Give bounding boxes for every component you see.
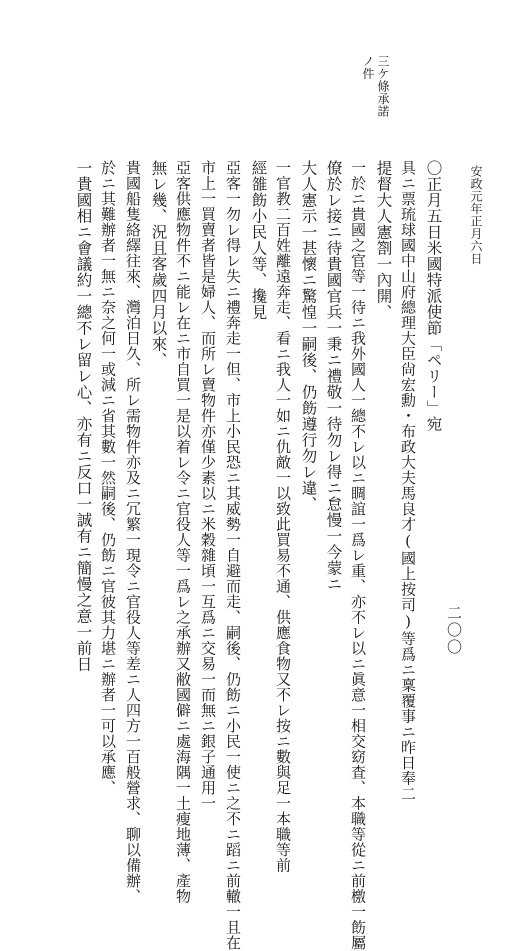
text-column-15: 一貴國相ニ會議約一總不レ留レ心、亦有ニ反口一誠有ニ簡慢之意一前日 (74, 160, 93, 672)
text-column-9: 亞客一勿レ得レ失ニ禮奔走一但、市上小民恐ニ其威勢一自避而走、嗣後、仍飭ニ小民一使ニ之不ニ蹈ニ前轍一且在 (224, 160, 242, 951)
text-column-6: 大人憲示一甚懷ニ驚惶一嗣後、仍飭遵行勿レ違、 (299, 160, 318, 512)
text-column-3: 提督大人憲劄一內開、 (374, 160, 393, 320)
text-column-12: 無レ幾、況且客歲四月以來、 (149, 160, 168, 368)
text-column-14: 於ニ其難辦者一無ニ奈之何一或減ニ省其數一然嗣後、仍飭ニ官彼其力堪ニ辦者一可以承應、 (99, 160, 117, 796)
page-number: 二〇〇 (445, 605, 463, 656)
text-column-1: 〇正月五日米國特派使節「ペリー」宛 (424, 160, 443, 432)
text-column-13: 貴國船隻絡繹往來、灣泊日久、所レ需物件亦及ニ冗繁一現令ニ官役人等差ニ人四方一百般營求、聊以備辦、 (124, 160, 142, 904)
topic-annotation-line2: ノ件 (361, 55, 375, 80)
text-column-7: 一官教二百姓離遠奔走、看ニ我人一如ニ仇敵一以致此買易不通、供應食物又不レ按ニ數與足一本職等前 (274, 160, 292, 873)
text-column-5: 僚於レ接ニ待貴國官兵一秉ニ禮敬一待勿レ得ニ怠慢一今蒙ニ (324, 160, 343, 592)
text-column-2: 具ニ票琉球國中山府總理大臣尙宏勳・布政大夫馬良才(國上按司)等爲ニ稟覆事ニ昨日奉二 (399, 160, 417, 802)
text-column-8: 經雒飭小民人等、攙見 (249, 160, 268, 320)
text-column-11: 亞客供應物件不ニ能レ在ニ市自買一是以着レ令ニ官役人等一爲レ之承辦又敝國僻ニ處海隅一土瘦地薄、產物 (174, 160, 192, 904)
topic-annotation-line1: 三ケ條承諾 (376, 55, 390, 118)
date-header: 安政元年正月六日 (469, 165, 483, 265)
text-column-4: 一於ニ貴國之官等一待ニ我外國人一總不レ以ニ睭誼一爲レ重、亦不レ以ニ眞意一相交窈査、本職等從ニ前檄一飭屬 (349, 160, 367, 951)
text-column-10: 市上一買賣者皆是婦人、而所レ賣物件亦僅少素以ニ米穀雜頃一互爲ニ交易一而無ニ銀子通用一 (199, 160, 217, 811)
